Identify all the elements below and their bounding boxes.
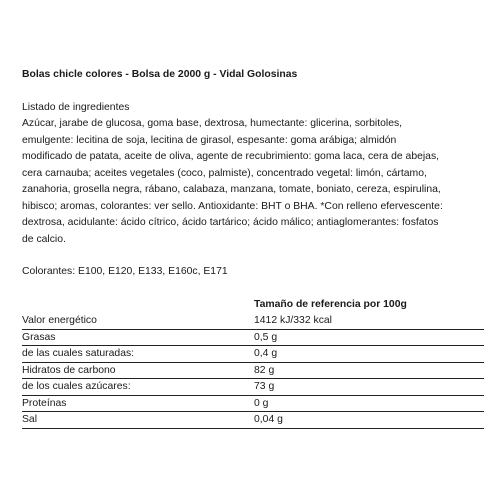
product-sheet <box>22 67 484 429</box>
colorants-line: Colorantes: E100, E120, E133, E160c, E171 <box>22 266 228 277</box>
nutrition-row <box>22 330 484 347</box>
ingredients-line: emulgente: lecitina de soja, lecitina de girasol, espesante: goma arábiga; almidón <box>22 134 397 146</box>
nutrition-value: 0,5 g <box>254 331 278 343</box>
ingredients-line: zanahoria, grosella negra, rábano, calabaza, manzana, tomate, boniato, cereza, espirulina, <box>22 184 441 195</box>
nutrition-row <box>22 363 484 380</box>
nutrition-header-row <box>22 297 484 314</box>
nutrition-row <box>22 412 484 429</box>
nutrition-label: Valor energético <box>22 315 97 326</box>
nutrition-label: de las cuales saturadas: <box>22 348 135 359</box>
ingredients-line: de calcio. <box>22 233 66 245</box>
row-divider <box>22 428 484 429</box>
ingredients-line: modificado de patata, aceite de oliva, agente de recubrimiento: goma laca, cera de abejas, <box>22 151 440 162</box>
nutrition-row <box>22 396 484 413</box>
ingredients-line: Azúcar, jarabe de glucosa, goma base, dextrosa, humectante: glicerina, sorbitoles, <box>22 118 403 129</box>
ingredients-line: cera carnauba; aceites vegetales (coco, palmiste), concentrado vegetal: limón, cártamo, <box>22 167 427 179</box>
product-title: Bolas chicle colores - Bolsa de 2000 g - Vidal Golosinas <box>22 69 298 80</box>
nutrition-label: de los cuales azúcares: <box>22 381 131 392</box>
nutrition-label: Grasas <box>22 331 56 343</box>
nutrition-value: 82 g <box>254 364 275 376</box>
nutrition-value: 73 g <box>254 381 275 392</box>
nutrition-value: 0,4 g <box>254 348 278 359</box>
nutrition-value: 0,04 g <box>254 414 283 425</box>
nutrition-label: Sal <box>22 414 38 425</box>
ingredients-list <box>22 116 484 248</box>
nutrition-label: Proteínas <box>22 397 67 409</box>
nutrition-row <box>22 346 484 363</box>
nutrition-row <box>22 313 484 330</box>
nutrition-table <box>22 297 484 429</box>
nutrition-header: Tamaño de referencia por 100g <box>254 298 407 310</box>
nutrition-header-spacer <box>22 297 254 314</box>
ingredients-heading: Listado de ingredientes <box>22 101 130 113</box>
ingredients-line: dextrosa, acidulante: ácido cítrico, ácido tartárico; ácido málico; antiaglomerantes: fosfatos <box>22 217 439 228</box>
nutrition-label: Hidratos de carbono <box>22 364 116 376</box>
nutrition-value: 1412 kJ/332 kcal <box>254 315 332 326</box>
nutrition-row <box>22 379 484 396</box>
nutrition-value: 0 g <box>254 397 269 409</box>
ingredients-line: hibisco; aromas, colorantes: ver sello. Antioxidante: BHT o BHA. *Con relleno efervescente: <box>22 200 443 212</box>
